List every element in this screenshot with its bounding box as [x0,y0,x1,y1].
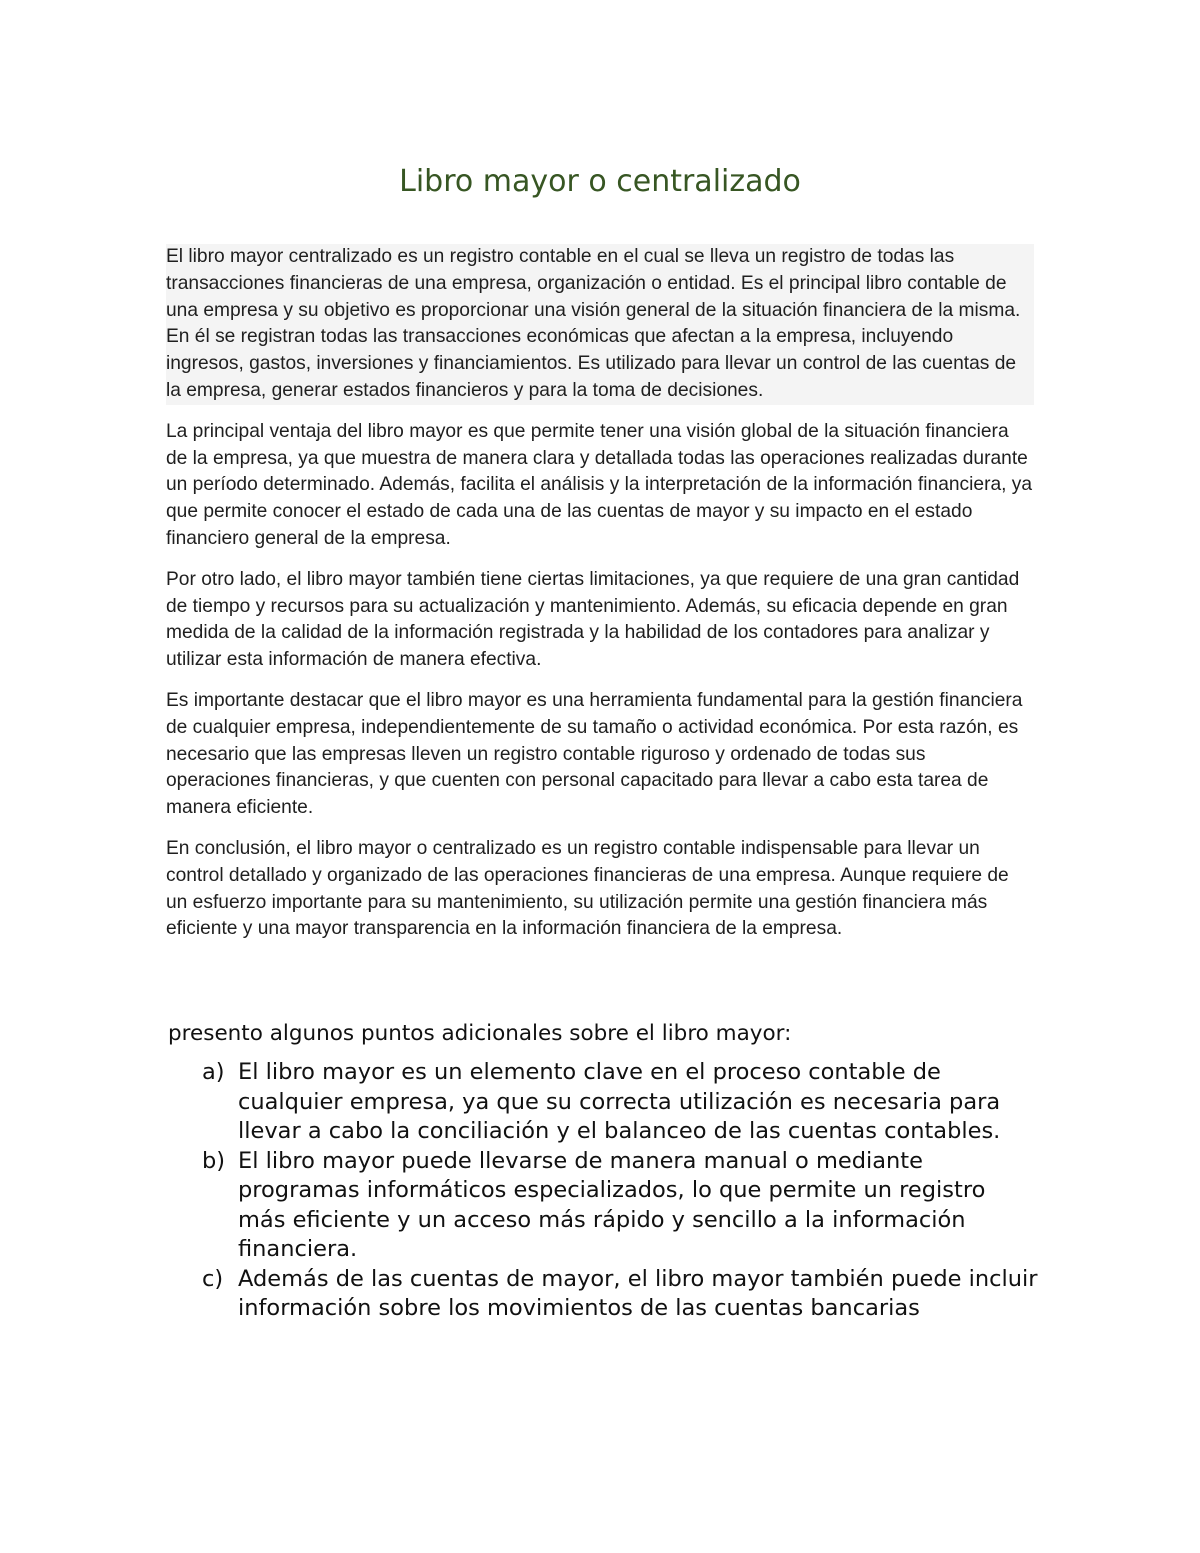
list-item [168,1147,1038,1265]
list-item-text: El libro mayor es un elemento clave en el proceso contable de cualquier empresa, ya que su correcta utilización es necesaria para llevar a cabo la conciliación y el balanceo de las cuentas contables. [238,1059,1001,1144]
paragraph-conclusion: En conclusión, el libro mayor o centralizado es un registro contable indispensable para llevar un control detallado y organizado de las operaciones financieras de una empresa. Aunque requiere de un esfuerzo importante para su mantenimiento, su utilización permite una gestión financiera más eficiente y una mayor transparencia en la información financiera de la empresa. [166,837,1009,940]
list-item [168,1058,1038,1147]
list-item [168,1265,1038,1324]
list-marker: c) [202,1265,224,1292]
additional-points-section [168,1014,1038,1324]
paragraph-advantages: La principal ventaja del libro mayor es que permite tener una visión global de la situación financiera de la empresa, ya que muestra de manera clara y detallada todas las operaciones realizadas durante un período determinado. Además, facilita el análisis y la interpretación de la información financiera, ya que permite conocer el estado de cada una de las cuentas de mayor y su impacto en el estado financiero general de la empresa. [166,420,1033,549]
list-item-text: El libro mayor puede llevarse de manera manual o mediante programas informáticos especializados, lo que permite un registro más eficiente y un acceso más rápido y sencillo a la información financiera. [238,1147,986,1262]
list-marker: a) [202,1059,225,1085]
paragraph-importance: Es importante destacar que el libro mayor es una herramienta fundamental para la gestión financiera de cualquier empresa, independientemente de su tamaño o actividad económica. Por esta razón, es necesario que las empresas lleven un registro contable riguroso y ordenado de todas sus operaciones financieras, y que cuenten con personal capacitado para llevar a cabo esta tarea de manera eficiente. [166,689,1023,819]
additional-points-heading: presento algunos puntos adicionales sobre el libro mayor: [168,1021,792,1046]
list-marker: b) [202,1147,226,1174]
paragraph-definition: El libro mayor centralizado es un registro contable en el cual se lleva un registro de todas las transacciones financieras de una empresa, organización o entidad. Es el principal libro contable de una empresa y su objetivo es proporcionar una visión general de la situación financiera de la misma. En él se registran todas las transacciones económicas que afectan a la empresa, incluyendo ingresos, gastos, inversiones y financiamientos. Es utilizado para llevar un control de las cuentas de la empresa, generar estados financieros y para la toma de decisiones. [166,244,1034,405]
document-title: Libro mayor o centralizado [399,164,801,199]
additional-points-list [168,1058,1038,1324]
paragraph-limitations: Por otro lado, el libro mayor también tiene ciertas limitaciones, ya que requiere de una gran cantidad de tiempo y recursos para su actualización y mantenimiento. Además, su eficacia depende en gran medida de la calidad de la información registrada y la habilidad de los contadores para analizar y utilizar esta información de manera efectiva. [166,568,1020,671]
list-item-text: Además de las cuentas de mayor, el libro mayor también puede incluir información sobre los movimientos de las cuentas bancarias [238,1265,1038,1321]
document-body [166,244,1034,957]
